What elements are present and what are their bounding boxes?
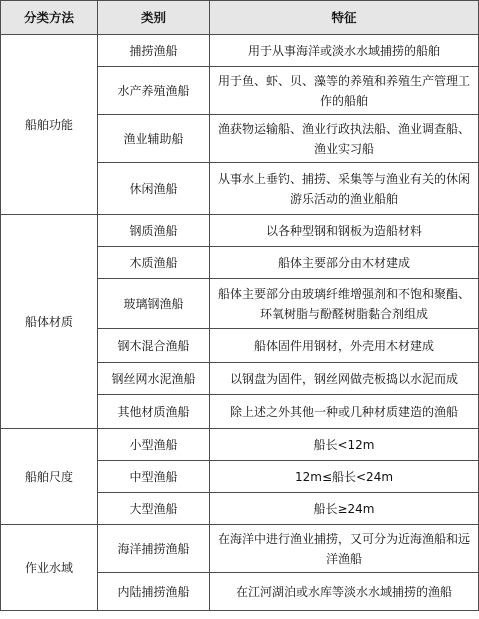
category-cell: 其他材质渔船: [98, 395, 210, 429]
table-body: [1, 35, 479, 611]
table-row: [1, 215, 479, 247]
feature-cell: 渔获物运输船、渔业行政执法船、渔业调查船、渔业实习船: [210, 115, 479, 163]
category-cell: 钢丝网水泥渔船: [98, 363, 210, 395]
feature-cell: 在江河湖泊或水库等淡水水域捕捞的渔船: [210, 573, 479, 611]
feature-cell: 船体主要部分由玻璃纤维增强剂和不饱和聚酯、环氧树脂与酚醛树脂黏合剂组成: [210, 279, 479, 329]
category-cell: 钢质渔船: [98, 215, 210, 247]
feature-cell: 以钢盘为固件，钢丝网做壳板捣以水泥而成: [210, 363, 479, 395]
feature-cell: 船长≥24m: [210, 493, 479, 525]
header-method: 分类方法: [1, 1, 98, 35]
method-cell: 船体材质: [1, 215, 98, 429]
feature-cell: 船体主要部分由木材建成: [210, 247, 479, 279]
category-cell: 捕捞渔船: [98, 35, 210, 67]
feature-cell: 在海洋中进行渔业捕捞，又可分为近海渔船和远洋渔船: [210, 525, 479, 573]
category-cell: 玻璃钢渔船: [98, 279, 210, 329]
method-cell: 船舶功能: [1, 35, 98, 215]
category-cell: 大型渔船: [98, 493, 210, 525]
feature-cell: 船体固件用钢材，外壳用木材建成: [210, 329, 479, 363]
table-row: [1, 35, 479, 67]
feature-cell: 船长<12m: [210, 429, 479, 461]
category-cell: 水产养殖渔船: [98, 67, 210, 115]
feature-cell: 以各种型钢和钢板为造船材料: [210, 215, 479, 247]
feature-cell: 用于鱼、虾、贝、藻等的养殖和养殖生产管理工作的船舶: [210, 67, 479, 115]
category-cell: 钢木混合渔船: [98, 329, 210, 363]
feature-cell: 从事水上垂钓、捕捞、采集等与渔业有关的休闲游乐活动的渔业船舶: [210, 163, 479, 215]
category-cell: 海洋捕捞渔船: [98, 525, 210, 573]
table-row: [1, 525, 479, 573]
category-cell: 内陆捕捞渔船: [98, 573, 210, 611]
method-cell: 船舶尺度: [1, 429, 98, 525]
category-cell: 休闲渔船: [98, 163, 210, 215]
category-cell: 小型渔船: [98, 429, 210, 461]
feature-cell: 12m≤船长<24m: [210, 461, 479, 493]
header-row: [1, 1, 479, 35]
category-cell: 木质渔船: [98, 247, 210, 279]
table-row: [1, 429, 479, 461]
header-feature: 特征: [210, 1, 479, 35]
feature-cell: 用于从事海洋或淡水水域捕捞的船舶: [210, 35, 479, 67]
category-cell: 中型渔船: [98, 461, 210, 493]
header-category: 类别: [98, 1, 210, 35]
category-cell: 渔业辅助船: [98, 115, 210, 163]
method-cell: 作业水域: [1, 525, 98, 611]
feature-cell: 除上述之外其他一种或几种材质建造的渔船: [210, 395, 479, 429]
